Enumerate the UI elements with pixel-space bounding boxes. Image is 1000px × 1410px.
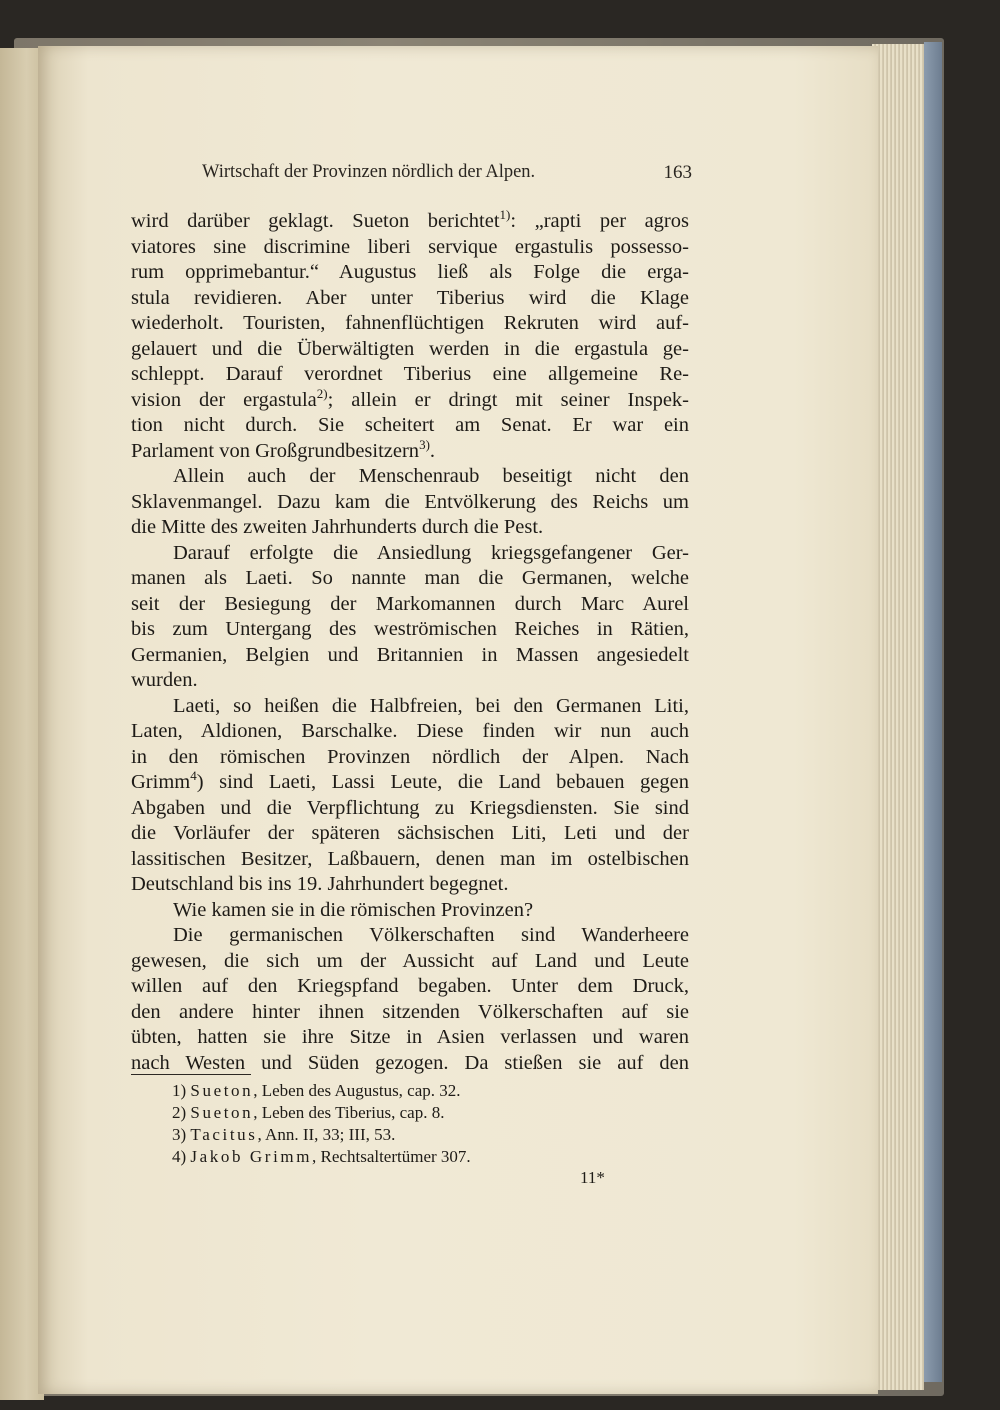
text-line: stula revidieren. Aber unter Tiberius wird die Klage (131, 287, 689, 309)
text-line: Abgaben und die Verpflichtung zu Kriegsdiensten. Sie sind (131, 797, 689, 819)
page-stack-edge (872, 44, 924, 1390)
text-line: Germanien, Belgien und Britannien in Massen angesiedelt (131, 644, 689, 666)
text-line: schleppt. Darauf verordnet Tiberius eine allgemeine Re- (131, 363, 689, 385)
text-line: den andere hinter ihnen sitzenden Völkerschaften auf sie (131, 1001, 689, 1023)
text-line: Laten, Aldionen, Barschalke. Diese finden wir nun auch (131, 720, 689, 742)
text-line: gelauert und die Überwältigten werden in die ergastula ge- (131, 338, 689, 360)
text-line: seit der Besiegung der Markomannen durch Marc Aurel (131, 593, 689, 615)
text-line: nach Westen und Süden gezogen. Da stießen sie auf den (131, 1052, 689, 1074)
text-line: Allein auch der Menschenraub beseitigt nicht den (173, 465, 689, 487)
text-line: Grimm$^4$) sind Laeti, Lassi Leute, die Land bebauen gegen (131, 768, 689, 793)
text-line: bis zum Untergang des weströmischen Reiches in Rätien, (131, 618, 689, 640)
text-line: in den römischen Provinzen nördlich der Alpen. Nach (131, 746, 689, 768)
footnote-rule (131, 1074, 251, 1075)
text-line: wird darüber geklagt. Sueton berichtet$^{1)}$: „rapti per agros (131, 207, 689, 232)
text-line: wiederholt. Touristen, fahnenflüchtigen Rekruten wird auf- (131, 312, 689, 334)
footnote-mark: 2) (316, 386, 328, 401)
footnote: 2) Sueton, Leben des Tiberius, cap. 8. (172, 1103, 445, 1122)
text-line: wurden. (131, 669, 198, 691)
text-line: lassitischen Besitzer, Laßbauern, denen man im ostelbischen (131, 848, 689, 870)
running-title: Wirtschaft der Provinzen nördlich der Alpen. (202, 162, 536, 182)
cover-edge-blue (924, 42, 942, 1382)
running-head (202, 162, 692, 188)
footnote: 3) Tacitus, Ann. II, 33; III, 53. (172, 1125, 396, 1144)
text-line: Deutschland bis ins 19. Jahrhundert begegnet. (131, 873, 509, 895)
footnote: 1) Sueton, Leben des Augustus, cap. 32. (172, 1081, 461, 1100)
text-line: tion nicht durch. Sie scheitert am Senat. Er war ein (131, 414, 689, 436)
text-line: Wie kamen sie in die römischen Provinzen? (173, 899, 534, 921)
text-line: Parlament von Großgrundbesitzern$^{3)}$. (131, 437, 436, 462)
text-line: vision der ergastula$^{2)}$; allein er dringt mit seiner Inspek- (131, 386, 690, 411)
footnote-mark: 3) (419, 437, 430, 452)
text-line: Sklavenmangel. Dazu kam die Entvölkerung des Reichs um (131, 491, 689, 513)
text-line: Darauf erfolgte die Ansiedlung kriegsgefangener Ger- (173, 542, 689, 564)
text-line: viatores sine discrimine liberi servique ergastulis possesso- (131, 236, 689, 258)
book-page (38, 46, 878, 1394)
text-line: gewesen, die sich um der Aussicht auf Land und Leute (131, 950, 689, 972)
text-line: Laeti, so heißen die Halbfreien, bei den Germanen Liti, (173, 695, 689, 717)
text-line: übten, hatten sie ihre Sitze in Asien verlassen und waren (131, 1026, 689, 1048)
text-line: Die germanischen Völkerschaften sind Wanderheere (173, 924, 689, 946)
text-line: manen als Laeti. So nannte man die Germanen, welche (131, 567, 689, 589)
text-line: rum opprimebantur.“ Augustus ließ als Folge die erga- (131, 261, 689, 283)
footnote-mark: 1) (499, 207, 511, 222)
footnote: 4) Jakob Grimm, Rechtsaltertümer 307. (172, 1147, 471, 1166)
signature-mark: 11* (580, 1168, 605, 1187)
footnote-mark: 4 (190, 768, 197, 783)
text-line: die Mitte des zweiten Jahrhunderts durch die Pest. (131, 516, 544, 538)
page-number: 163 (663, 162, 692, 183)
text-line: willen auf den Kriegspfand begaben. Unter dem Druck, (131, 975, 689, 997)
text-line: die Vorläufer der späteren sächsischen Liti, Leti und der (131, 822, 689, 844)
